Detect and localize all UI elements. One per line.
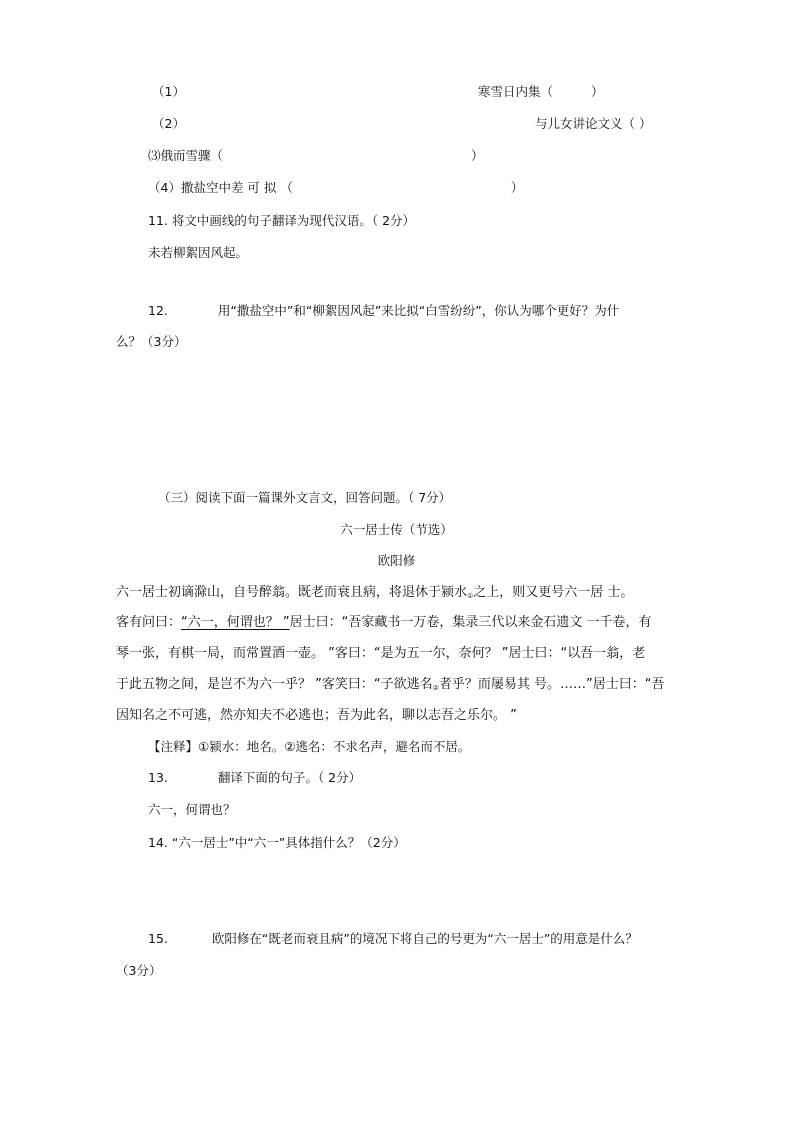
passage-line-2a: 客有问曰： [116,615,182,630]
q12-number: 12. [148,303,168,318]
q10-item-1-text [478,86,604,99]
underlined-sentence: “六一，何谓也？ ” [181,615,290,630]
q15-number: 15. [148,931,168,946]
q12-text: 用“撒盐空中”和“柳絮因风起”来比拟“白雪纷纷”，你认为哪个更好？为什 [217,303,620,318]
passage-line-4a: 于此五物之间，是岂不为六一乎？ ”客笑曰：“子欲逃名 [116,677,433,692]
q10-item-3-number: ⑶ [148,148,161,163]
section-3-header: （三）阅读下面一篇课外文言文，回答问题。（ 7分） [158,490,452,505]
passage-line-1 [116,586,633,600]
q10-item-3 [148,150,484,163]
passage-line-2 [116,616,652,629]
passage-line-5: 因知名之不可逃，然亦知夫不必逃也；吾为此名，聊以志吾之乐尔。 ” [116,708,517,723]
q14-prompt: 14. “六一居士”中“六一”具体指什么？（2分） [148,835,406,850]
passage-author: 欧阳修 [377,553,416,568]
passage-line-1a: 六一居士初谪滁山，自号醉翁。既老而衰且病，将退休于颍水 [116,585,468,600]
q10-item-4-close: ） [510,180,524,195]
q13-number: 13. [148,770,168,785]
q15-text: 欧阳修在“既老而衰且病”的境况下将自己的号更为“六一居士”的用意是什么？ [211,931,638,946]
q10-item-1-close: ） [591,84,604,99]
q12-line-1 [148,305,619,318]
passage-line-2b: 居士曰：“吾家藏书一万卷，集录三代以来金石遗文 一千卷，有 [289,615,652,630]
passage-line-4b: 者乎？而屡易其 号。……”居士曰：“吾 [438,677,665,692]
q10-item-4-text: 撒盐空中差 可 拟 （ [180,180,293,195]
passage-line-1b: 之上，则又更号六一居 士。 [473,585,634,600]
q11-sentence: 未若柳絮因风起。 [148,245,249,260]
footnote-marker-1: ① [467,592,474,600]
passage-line-4 [116,678,665,692]
passage-notes: 【注释】①颍水：地名。②逃名：不求名声，避名而不居。 [148,739,471,754]
q10-item-4 [148,182,523,195]
q13-sentence: 六一，何谓也？ [148,802,236,817]
q10-item-2-text: 与儿女讲论文义（ ） [535,116,652,131]
q13-prompt-line [148,772,361,785]
passage-line-3: 琴一张，有棋一局，而常置酒一壶。 ”客曰：“是为五一尔，奈何？ ”居士曰：“以吾一翁，老 [116,646,646,661]
passage-title: 六一居士传（节选） [340,522,453,537]
q11-prompt: 11. 将文中画线的句子翻译为现代汉语。（ 2分） [148,213,416,228]
q12-line-2: 么？（3分） [116,334,187,349]
q13-prompt: 翻译下面的句子。（ 2分） [217,770,362,785]
q10-item-3-text: 俄而雪骤（ [160,148,224,163]
q10-item-4-number: （4） [148,180,181,195]
footnote-marker-2: ② [432,684,439,692]
q15-line-2: （3分） [116,963,162,978]
q10-item-2-number: （2） [152,116,185,131]
q15-line-1 [148,933,638,946]
q10-item-1-word: 寒雪日内集（ [478,84,554,99]
q10-item-3-close: ） [471,148,484,163]
q10-item-1-number: （1） [152,84,185,99]
